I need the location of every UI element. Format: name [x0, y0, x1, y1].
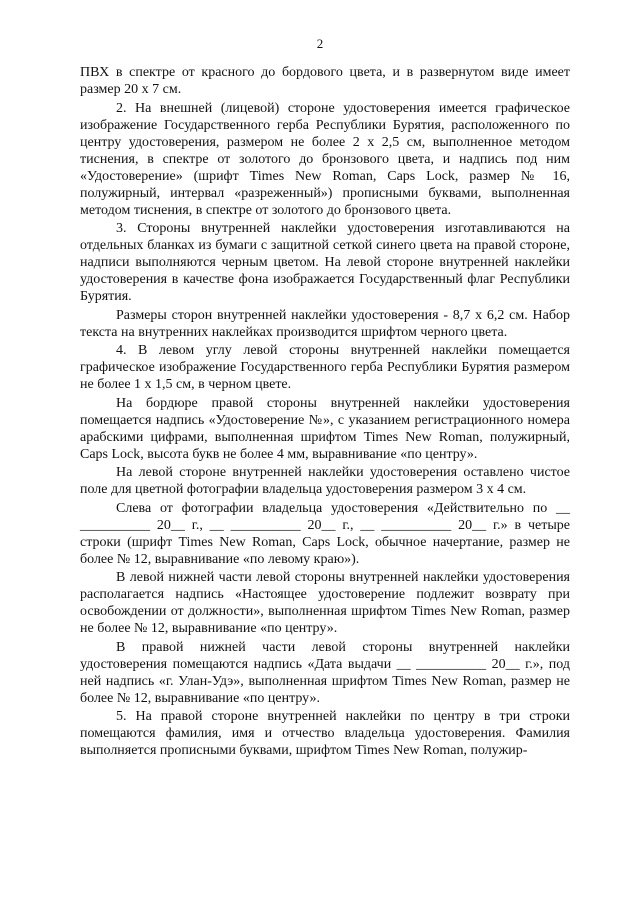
paragraph-certificate-number: На бордюре правой стороны внутренней наклейки удостоверения помещается надпись «Удостоверение №», с указанием регистрационного номера арабскими цифрами, выполненная шрифтом Times New Roman, полужирный, Caps Lock, высота букв не более 4 мм, выравнивание «по центру». — [80, 395, 570, 462]
paragraph-outer-side: 2. На внешней (лицевой) стороне удостоверения имеется графическое изображение Государственного герба Республики Бурятия, расположенного по центру удостоверения, размером не более 2 х 2,5 см, выполненное методом тиснения, в спектре от золотого до бронзового цвета, и надпись под ним «Удостоверение» (шрифт Times New Roman, Caps Lock, размер № 16, полужирный, интервал «разреженный») прописными буквами, выполненная методом тиснения, в спектре от золотого до бронзового цвета. — [80, 100, 570, 218]
paragraph-coat-of-arms: 4. В левом углу левой стороны внутренней наклейки помещается графическое изображение Государственного герба Республики Бурятия размером не более 1 х 1,5 см, в черном цвете. — [80, 343, 570, 392]
page-number: 2 — [316, 36, 324, 51]
paragraph-issue-date: В правой нижней части левой стороны внутренней наклейки удостоверения помещаются надпись «Дата выдачи __ __________ 20__ г.», под ней надпись «г. Улан-Удэ», выполненная шрифтом Times New Roman, размер не более № 12, выравнивание «по центру». — [80, 639, 570, 706]
paragraph-photo-field: На левой стороне внутренней наклейки удостоверения оставлено чистое поле для цветной фотографии владельца удостоверения размером 3 х 4 см. — [80, 465, 570, 497]
paragraph-owner-name: 5. На правой стороне внутренней наклейки по центру в три строки помещаются фамилия, имя и отчество владельца удостоверения. Фамилия выполняется прописными буквами, шрифтом Times New Roman, полужир- — [80, 709, 570, 758]
paragraph-sticker-sizes: Размеры сторон внутренней наклейки удостоверения - 8,7 х 6,2 см. Набор текста на внутренних наклейках производится шрифтом черного цвета. — [80, 307, 570, 340]
paragraph-validity: Слева от фотографии владельца удостоверения «Действительно по __ __________ 20__ г., __ __________ 20__ г., __ __________ 20__ г.» в четыре строки (шрифт Times New Roman, Caps Lock, обычное начертание, размер не более № 12, выравнивание «по левому краю»). — [80, 500, 570, 567]
paragraph-pvc-continuation: ПВХ в спектре от красного до бордового цвета, и в развернутом виде имеет размер 20 х 7 см. — [80, 65, 570, 97]
document-body — [80, 64, 570, 761]
paragraph-inner-sticker: 3. Стороны внутренней наклейки удостоверения изготавливаются на отдельных бланках из бумаги с защитной сеткой синего цвета на правой стороне, надписи выполняются черным цветом. На левой стороне внутренней наклейки удостоверения в качестве фона изображается Государственный флаг Республики Бурятия. — [80, 221, 570, 304]
paragraph-return-notice: В левой нижней части левой стороны внутренней наклейки удостоверения располагается надпись «Настоящее удостоверение подлежит возврату при освобождении от должности», выполненная шрифтом Times New Roman, размер не более № 12, выравнивание «по центру». — [80, 570, 570, 636]
